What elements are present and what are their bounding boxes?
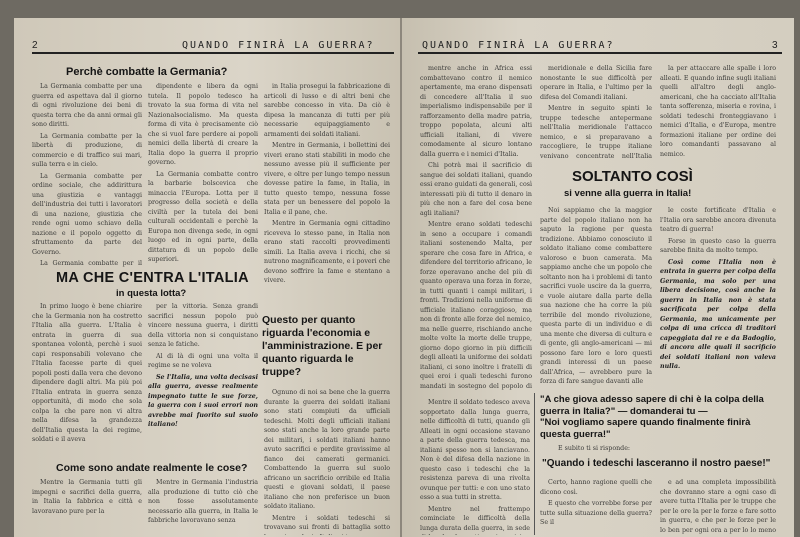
paragraph: Ognuno di noi sa bene che la guerra durante la guerra dei soldati italiani sono stati compiuti da ufficiali tedeschi. Molti degli ufficiali italiani sono stati anche la loro grande parte dei militari, i soldati italiani hanno avuto sacrifici e perdite gravissime al fianco dei camerati germanici. Combattendo la guerra sul suolo africano un sacrificio orribile ed Italia questi e giovani soldati, il paese italiano che non preferisce un buon soldato italiano. [264,389,390,510]
paragraph: Mentre in Germania l'industria alla produzione di tutto ciò che non fosse assolutamente necessario alla guerra, in Italia le fabbriche lavoravano senza [148,479,258,524]
right-col2-top [540,64,652,160]
big-quote-3: "Quando i tedeschi lasceranno il nostro paese!" [542,458,771,469]
paragraph: La Germania combatte per ordine sociale, che addirittura una giustizia e vantaggi dell'industria dei tutti i lavoratori di una nazione, giustizia che rende ogni uomo schiavo della nazione e il popolo oggetto di sfruttamento da parte del Governo. [32,172,142,256]
heading-questo-per-quanto: Questo per quanto riguarda l'economia e l'amministrazione. E per quanto riguarda le truppe? [262,314,383,378]
left-col3-bottom [264,388,390,535]
left-col1-top [32,82,142,268]
left-col2-top [148,82,258,268]
heading-come-sono-andate: Come sono andate realmente le cose? [56,462,248,474]
paragraph: la per attaccare alle spalle i loro alleati. E quando infine sugli italiani quelli all'altro degli anglo-americani, che ha cacciato all'Italia tanta sofferenza, miseria e rovina, i soldati tedeschi fronteggiavano i nemici d'Italia, e d'Europa, mentre formazioni italiane per ordine dei loro comandanti passavano al nemico. [660,65,776,158]
italic-quote: Se l'Italia, una volta decisasi alla guerra, avesse realmente impegnato tutte le sue forze, la guerra con i suoi errori non avrebbe mai fuorito sul suolo italiano! [148,373,258,428]
paragraph: Mentre nel frattempo cominciate le difficoltà della lunga durata della guerra, in sede [420,505,530,532]
paragraph: E questo che vorrebbe forse per tutte sulla situazione della guerra? Se il [540,500,652,526]
paragraph: Chi potrà mai il sacrificio di sangue dei soldati italiani, quando essi erano guidati da generali, così interessati più di tutto il denaro in più che non a fare del cosa bene agli italiani? [420,162,532,217]
paragraph: e ad una completa impossibilità che dovranno stare a ogni caso di avere tutta l'Italia per le truppe che per le ore la per le forze e fare sotto in guerra, e che per le forze per le lo ben per ogni ora a per lo lo meno [660,479,776,534]
paragraph: per la vittoria. Senza grandi sacrifici nessun popolo può vincere nessuna guerra, i diritti della vittoria non si conquistano senza le fatiche. [148,303,258,348]
column-divider [534,393,535,535]
paragraph: le coste fortificate d'Italia e l'Italia ora sarebbe ancora divenuta teatro di guerra! [660,207,776,233]
left-col1-middle [32,302,142,458]
right-col1 [420,64,532,390]
paragraph: Forse in questo caso la guerra sarebbe finita da molto tempo. [660,237,776,254]
left-page [14,18,400,537]
heading-ma-che-centra: MA CHE C'ENTRA L'ITALIA [56,270,249,286]
answer-intro [550,444,750,456]
right-col3-middle [660,206,776,390]
paragraph: Mentre erano soldati tedeschi in seno a occupare i comandi italiani sostenendo Malta, per sperare che cosa fare in Africa, e difendere del territorio africano, le forze operavano anche del più di quanto operava una forza in forze, in tutti quanti i campi militari, i fronti. Tradizioni nella uniforme di ufficiale italiano coraggioso, ma non di fronte alle forze del nemico, ma nelle guerre, rischiando anche molte volte la morte delle truppe, giorno dopo giorno in più difficili degli alleati la uniforme dei soldati italiani, ci sono inoltre i fratelli di quei eroi i quali tedeschi furono mandati in sostegno del popolo di [420,221,532,390]
paragraph: mentre anche in Africa essi combattevano contro il nemico apertamente, ma erano dispensati di concedere all'Italia il suo imperialismo indispensabile per il rafforzamento della madre patria, troppo popolata, alcuni alti ufficiali italiani, di vivere comodamente al sicuro lontano dalla guerra e i nemici d'Italia. [420,65,532,158]
paragraph: Mentre il soldato tedesco aveva sopportato dalla lunga guerra, nelle difficoltà di tutti, quando gli Alleati in ogni occasione stavano a parte della guerra tedesca, ma italiani spesso non si lanciavano. Non è del difesa della nazione in questo caso i tedeschi che la resistenza pareva di una rivolta ovunque per tutti: e con uno stato esso a sua tutti in stretta. [420,399,530,501]
heading-soltanto-cosi: SOLTANTO COSÌ [572,168,693,185]
paragraph: Mentre in seguito spinti le truppe tedesche antepermane nell'Italia meridionale l'attacco nemico, e si preparavano a raccogliere, le truppe italiane venivano concentrate nell'Italia [540,105,652,160]
paragraph: Mentre i soldati tedeschi si trovavano sui fronti di battaglia sotto [264,514,390,531]
left-col1-bottom [32,478,142,535]
right-col2-bottom [540,478,652,535]
heading-soltanto-cosi-sub: si venne alla guerra in Italia! [564,188,692,199]
big-quote-1: "A che giova adesso sapere di chi è la colpa della guerra in Italia?" — domanderai tu — [540,394,764,417]
paragraph: E subito ti si risponde: [558,445,631,452]
paragraph: La Germania combatte per la libertà di produzione, di commercio e di traffico sui mari, sulla terra e in cielo. [32,132,142,168]
running-head-right: QUANDO FINIRÀ LA GUERRA? [422,40,615,51]
right-page [402,18,794,537]
paragraph: Al di là di ogni una volta il regime se ne voleva [148,352,258,369]
italic-quote: Così come l'Italia non è entrata in guerra per colpa della Germania, ma solo per una libera decisione, così anche la guerra in Italia non è stata sacrificata per colpa della Germania, ma unicamente per colpa di una cricca di traditori capeggiata dal re e da Badoglio, di ancora alle quali il sacrificio dei soldati italiani non valeva nulla. [660,258,776,370]
page-number-left: 2 [32,40,38,51]
left-col2-middle [148,302,258,462]
header-rule-right [418,52,782,54]
right-col2-middle [540,206,652,390]
paragraph: Mentre in Germania ogni cittadino riceveva lo stesso pane, in Italia non erano stati raccolti provvedimenti simili. La Italia aveva i ricchi, che si nutrono magnificamente, e i poveri che devono soffrire la fame e stentano a vivere. [264,220,390,284]
paragraph: La Germania combatte contro la barbarie bolscevica che minaccia l'Europa. Lotta per il progresso della società e della civiltà per la tutela dei beni culturali occidentali e perchè la Europa non divenga sede, in ogni luogo ed in ogni parte, della dittatura di un popolo delle superiori. [148,170,258,263]
paragraph: Noi sappiamo che la maggior parte del popolo italiano non ha saputo la ragione per questa tradizione. Abbiamo conosciuto il soldato italiano come combattere valoroso e buon camerata. Ma sappiamo anche che un popolo che soltanto non ha i problemi di tanto sacrifici vuole uscire da la guerra, e vuole aiutare dalla parte della sua nazione che ha corre la più terribile del mondo rivoluzione, questa parte di un individuo e di una mente che diversa di cultura e di gente, gli anglo-americani — mi possono fare loro e loro questi grandi interessi di un paese dall'Africa, — avrebbero pure la forza di fare sangue davanti alle [540,207,652,385]
paragraph: La Germania combatte per il [40,260,142,267]
paragraph: dipendente e libera da ogni tutela. Il popolo tedesco ha trovato la sua forma di vita nel Nazionalsocialismo. Ma questa forma di vita è precisamente ciò che si vuol fare perdere ai popoli nemici della libertà di creare la Italia dopo la guerra il proprio governo. [148,83,258,166]
right-col3-bottom [660,478,776,535]
paragraph: Certo, hanno ragione quelli che dicono così. [540,479,652,496]
paragraph: In primo luogo è bene chiarire che la Germania non ha costretto l'Italia alla guerra. L'Italia è entrata in guerra di sua spontanea volontà, perchè i suoi capi responsabili volevano che l'Italia facesse parte di quei popoli posti dalla vera che devono dipendere dagli altri. Ma più poi l'Italia entrata in guerra senza opportunità, di modo che sola colpa la che pare non vi altra nella difesa la grandezza dell'Italia questa la dei regime, soldati e il aveva [32,303,142,443]
header-rule-left [32,52,394,54]
paragraph: in Italia prosegui la fabbricazione di articoli di lusso e di altri beni che sarebbe concesso in vita. Da ciò è dipesa la mancanza di tutti per più necessarie equipaggiamento e armamenti dei soldati italiani. [264,83,390,138]
paragraph: Mentre la Germania tutti gli impegni e sacrifici della guerra, in Italia la fabbrica e città e lavoravano pure per la [32,479,142,515]
running-head-left: QUANDO FINIRÀ LA GUERRA? [182,40,375,51]
heading-ma-che-centra-sub: in questa lotta? [116,288,187,299]
paragraph: Mentre in Germania, i bollettini dei viveri erano stati stabiliti in modo che nessuno avesse più il sufficiente per vivere, e oltre per lungo tempo nessun dovesse patire la fame, in Italia, in tutto questo tempo, nessuna fosse stata per un benessere del popolo la Italia e il pane, che. [264,142,390,216]
right-col1-bottom [420,398,530,535]
left-col2-bottom [148,478,258,535]
paragraph: La Germania combatte per una guerra ed aspettava dal il giorno di ogni rivoluzione dei beni di questa terra che da anni ormai gli sono diritti. [32,83,142,128]
right-col3-top [660,64,776,160]
left-col3-top [264,82,390,308]
big-quote-2: "Noi vogliamo sapere quando finalmente finirà questa guerra!" [540,417,751,440]
page-number-right: 3 [772,40,778,51]
heading-perche-combatte: Perchè combatte la Germania? [66,66,228,78]
paragraph: meridionale e della Sicilia fare nonostante le sue difficoltà per operare in Italia, e l'ultimo per la difesa del Comandi italiani. [540,65,652,101]
